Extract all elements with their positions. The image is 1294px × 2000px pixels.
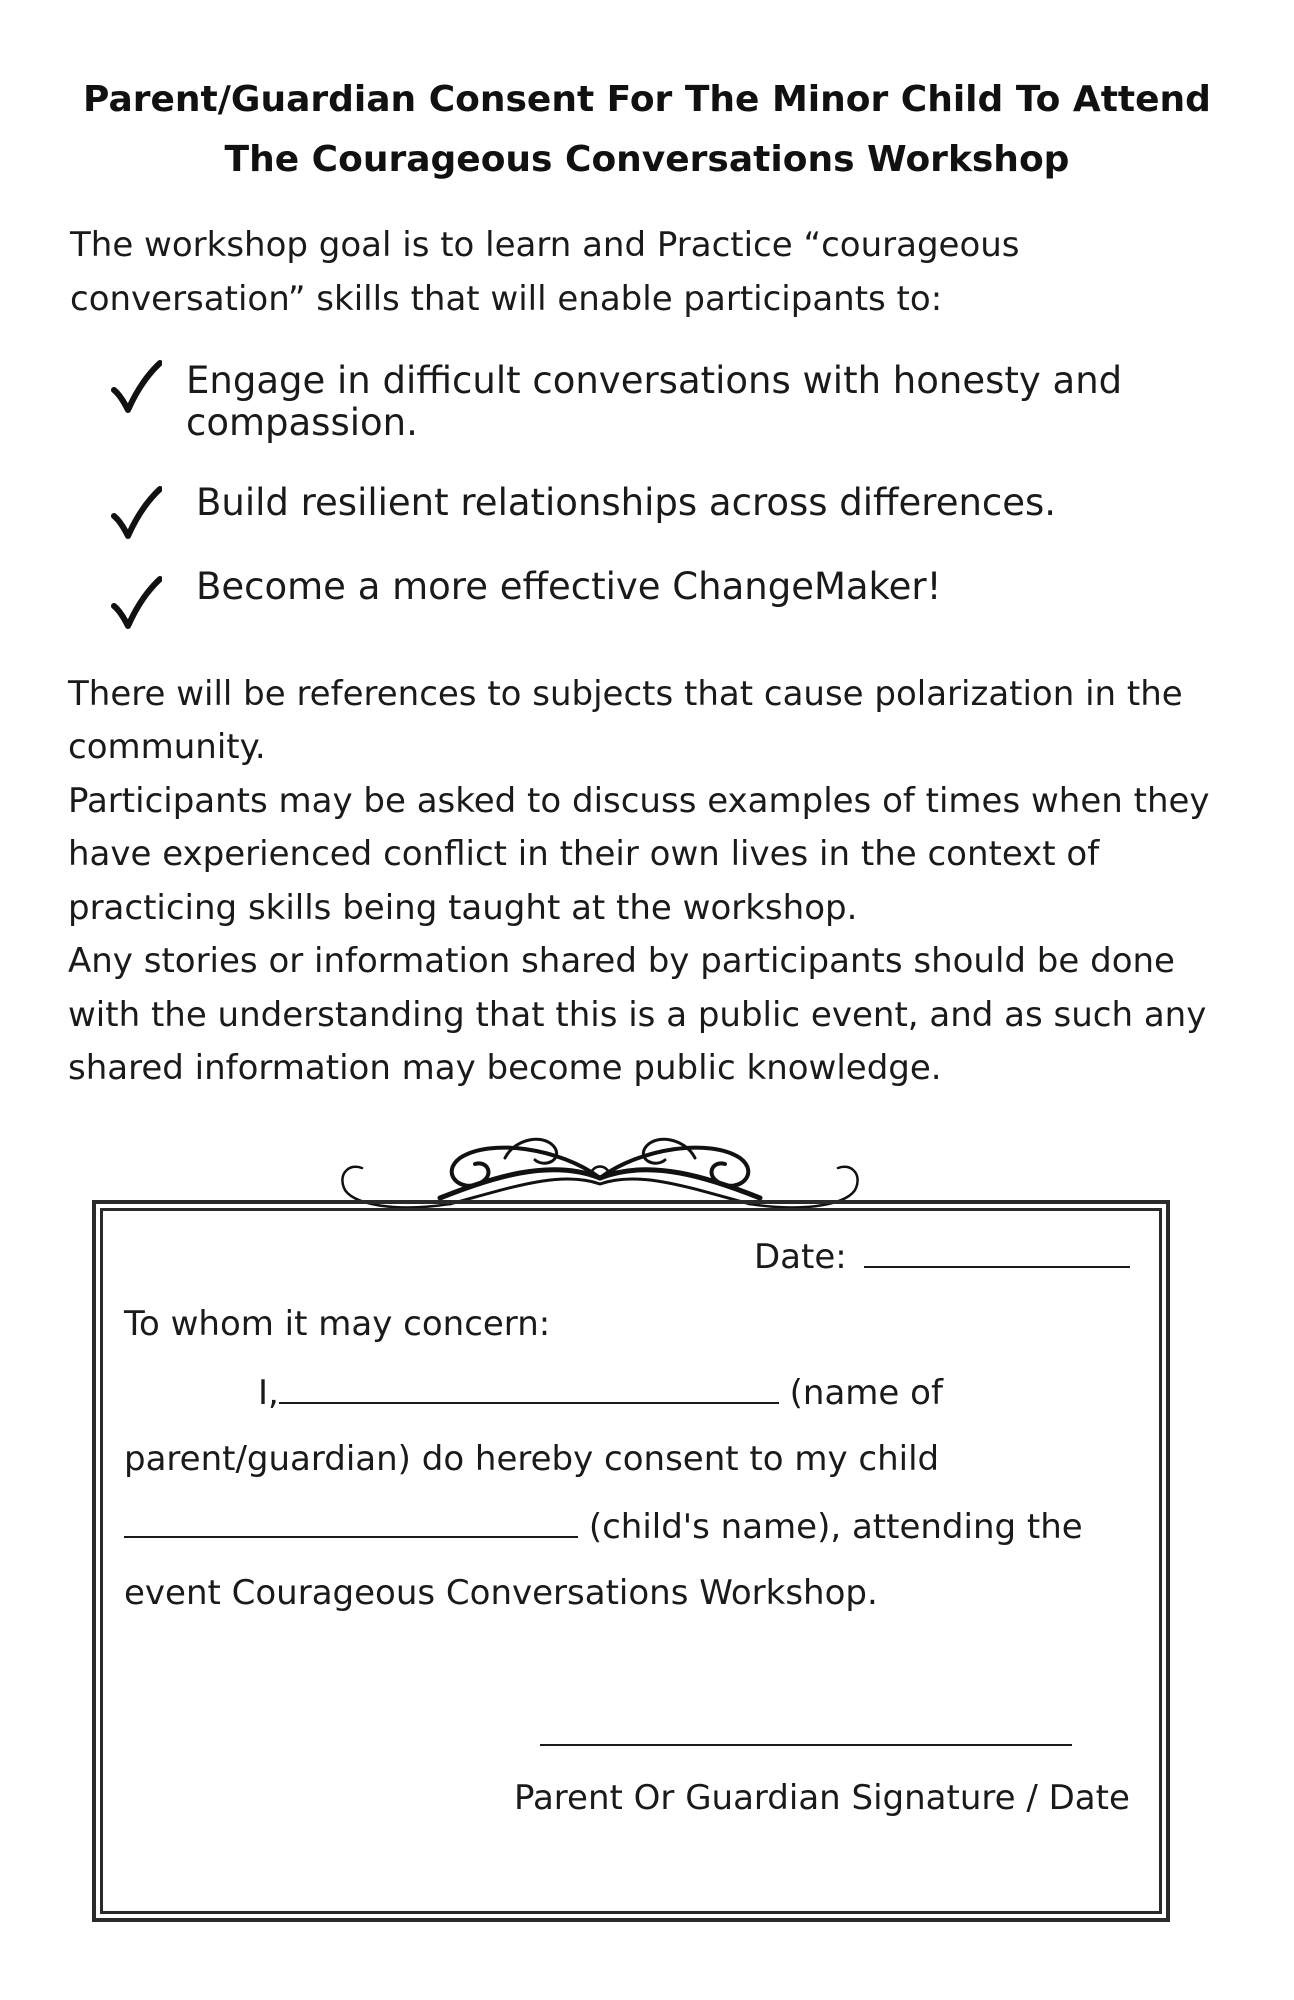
consent-line: parent/guardian) do hereby consent to my child — [124, 1439, 940, 1479]
disclaimer-line: practicing skills being taught at the workshop. — [68, 888, 858, 928]
disclaimer-line: community. — [68, 727, 266, 767]
event-line: event Courageous Conversations Workshop. — [124, 1573, 878, 1613]
intro-paragraph — [70, 218, 1210, 326]
child-name-blank[interactable] — [124, 1506, 578, 1538]
parent-prefix: I, — [258, 1373, 279, 1413]
intro-line-2: conversation” skills that will enable participants to: — [70, 279, 943, 319]
child-suffix: (child's name), attending the — [588, 1507, 1083, 1547]
page-title-line-2: The Courageous Conversations Workshop — [224, 139, 1070, 180]
intro-line-1: The workshop goal is to learn and Practice “courageous — [70, 225, 1020, 265]
date-label: Date: — [754, 1237, 847, 1277]
goal-1-line-1: Engage in difficult conversations with honesty and — [186, 359, 1123, 402]
disclaimer-line: with the understanding that this is a public event, and as such any — [68, 995, 1207, 1035]
child-name-line — [124, 1506, 1083, 1547]
checkmark-icon — [110, 576, 162, 632]
goal-1-line-2: compassion. — [186, 401, 418, 444]
goal-3-text: Become a more effective ChangeMaker! — [196, 565, 942, 608]
checkmark-icon — [110, 360, 162, 416]
page-title-line-1: Parent/Guardian Consent For The Minor Child To Attend — [83, 79, 1211, 120]
parent-name-line — [258, 1372, 943, 1413]
parent-name-blank[interactable] — [279, 1372, 779, 1404]
parent-suffix: (name of — [789, 1373, 943, 1413]
signature-blank[interactable] — [540, 1744, 1072, 1746]
date-field[interactable] — [754, 1236, 1130, 1277]
date-blank[interactable] — [864, 1236, 1130, 1268]
disclaimer-line: Any stories or information shared by participants should be done — [68, 941, 1175, 981]
checkmark-icon — [110, 486, 162, 542]
disclaimer-line: have experienced conflict in their own lives in the context of — [68, 834, 1100, 874]
goal-2-text: Build resilient relationships across differences. — [196, 481, 1057, 524]
disclaimer-line: Participants may be asked to discuss examples of times when they — [68, 781, 1210, 821]
disclaimer-line: shared information may become public knowledge. — [68, 1048, 942, 1088]
disclaimer-line: There will be references to subjects that cause polarization in the — [68, 674, 1183, 714]
signature-label: Parent Or Guardian Signature / Date — [514, 1778, 1130, 1818]
salutation: To whom it may concern: — [124, 1304, 551, 1344]
